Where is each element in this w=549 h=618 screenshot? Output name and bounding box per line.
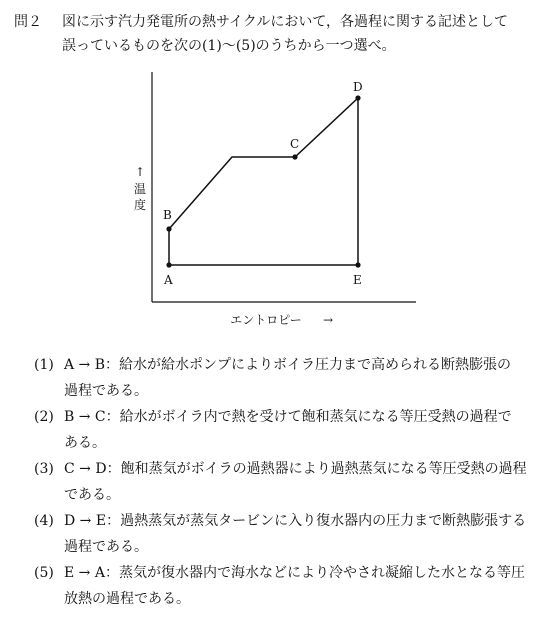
option-number: (5) [34, 565, 54, 581]
option-text-line1: E → A：蒸気が復水器内で海水などにより冷やされ凝縮した水となる等圧 [64, 565, 525, 581]
option-2 [34, 404, 534, 456]
point-e [355, 262, 360, 267]
option-text-line2: 過程である。 [64, 383, 148, 399]
x-axis-label: エントロピー [230, 313, 302, 327]
x-axis-arrow: → [322, 313, 334, 327]
option-text-line2: 過程である。 [64, 539, 148, 555]
label-b: B [163, 208, 172, 222]
label-e: E [353, 273, 362, 287]
option-5 [34, 560, 534, 612]
label-d: D [353, 80, 363, 94]
option-3 [34, 456, 534, 508]
ts-diagram-svg [120, 72, 430, 332]
option-1 [34, 352, 534, 404]
point-a [166, 262, 171, 267]
y-axis-label-2: 度 [133, 198, 147, 212]
option-text-line2: である。 [64, 487, 120, 503]
cycle-path [169, 98, 358, 265]
point-b [166, 226, 171, 231]
ts-diagram [120, 72, 430, 332]
option-text-line1: B → C：給水がボイラ内で熱を受けて飽和蒸気になる等圧受熱の過程で [64, 409, 512, 425]
y-axis-label-1: 温 [133, 182, 147, 196]
y-axis-arrow: ↑ [134, 165, 146, 179]
option-number: (1) [34, 357, 54, 373]
question-number: 問２ [14, 14, 42, 30]
option-text-line1: A → B：給水が給水ポンプによりボイラ圧力まで高められる断熱膨張の [64, 357, 512, 373]
option-number: (2) [34, 409, 54, 425]
point-d [355, 95, 360, 100]
label-c: C [290, 137, 300, 151]
question [14, 10, 539, 58]
option-text-line1: C → D：飽和蒸気がボイラの過熱器により過熱蒸気になる等圧受熱の過程 [64, 461, 527, 477]
question-text-line1: 図に示す汽力発電所の熱サイクルにおいて，各過程に関する記述として [62, 14, 509, 30]
option-number: (4) [34, 513, 54, 529]
option-4 [34, 508, 534, 560]
option-number: (3) [34, 461, 54, 477]
option-text-line1: D → E：過熱蒸気が蒸気タービンに入り復水器内の圧力まで断熱膨張する [64, 513, 527, 529]
question-text-line2: 誤っているものを次の(1)～(5)のうちから一つ選べ。 [62, 38, 396, 54]
label-a: A [164, 273, 173, 287]
option-text-line2: 放熱の過程である。 [64, 591, 190, 607]
option-text-line2: ある。 [64, 435, 106, 451]
point-c [292, 154, 297, 159]
answer-options [34, 352, 534, 612]
